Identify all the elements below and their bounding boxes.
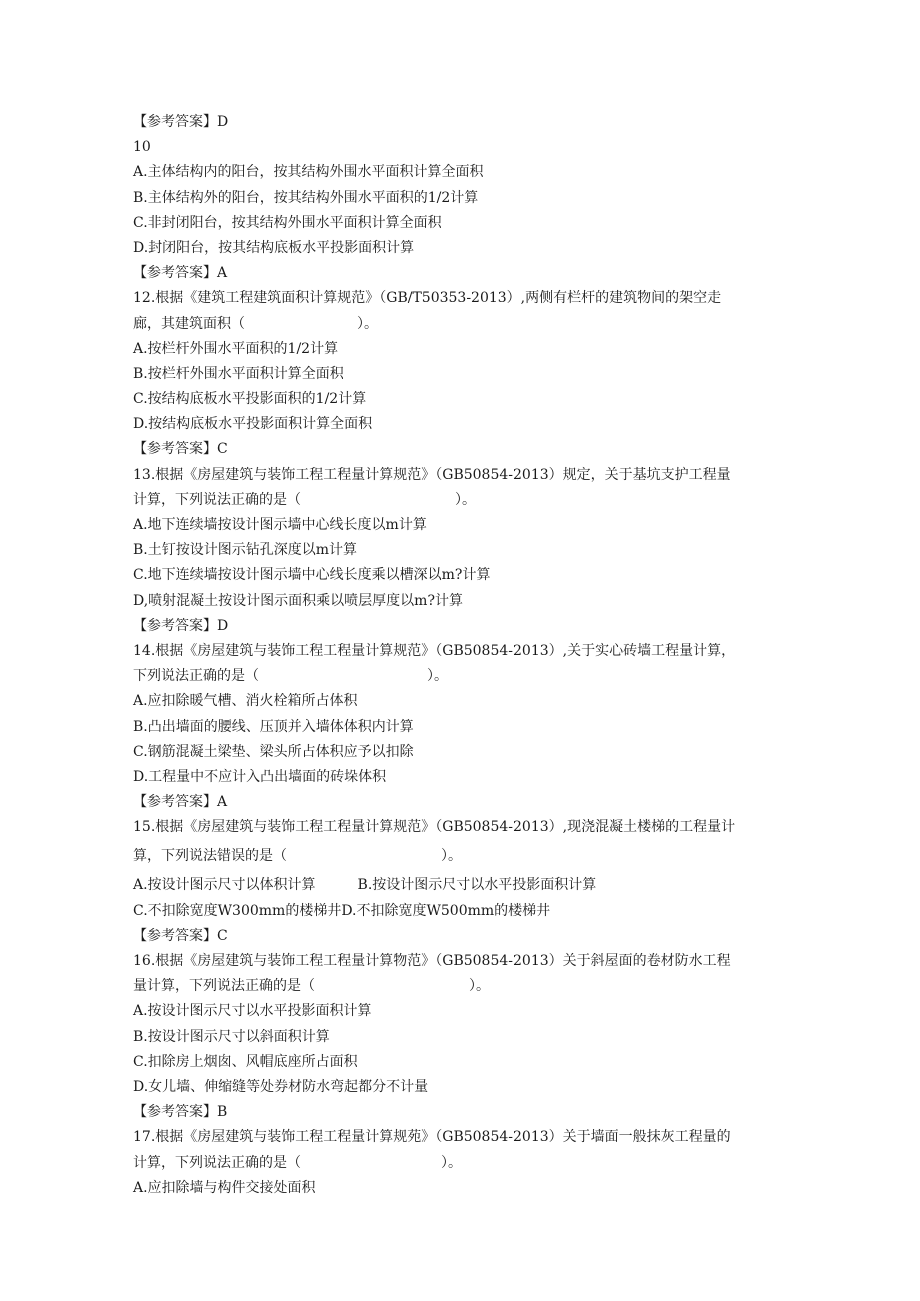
question-number: 10	[133, 139, 151, 156]
option-line: A.地下连续墙按设计图示墙中心线长度以m计算	[133, 517, 427, 533]
question-line: 14.根据《房屋建筑与装饰工程工程量计算规范》（GB50854-2013）,关于实心砖墙工程量计算，	[133, 642, 736, 659]
option-line: A.按栏杆外围水平面积的1/2计算	[133, 340, 339, 357]
answer-line: 【参考答案】D	[133, 617, 229, 634]
option-line: C.按结构底板水平投影面积的1/2计算	[133, 391, 367, 408]
question-line: 13.根据《房屋建筑与装饰工程工程量计算规范》（GB50854-2013）规定，关于基坑支护工程量	[133, 466, 731, 483]
question-line: 15.根据《房屋建筑与装饰工程工程量计算规范》（GB50854-2013）,现浇混凝土楼梯的工程量计	[133, 819, 736, 836]
option-line: D.按结构底板水平投影面积计算全面积	[133, 416, 373, 433]
answer-line: 【参考答案】C	[133, 927, 228, 944]
option-line: A.按设计图示尺寸以体积计算 B.按设计图示尺寸以水平投影面积计算	[133, 877, 597, 894]
option-line: B.土钉按设计图示钻孔深度以m计算	[133, 542, 358, 559]
question-line: 量计算，下列说法正确的是（ ）。	[133, 978, 490, 995]
option-line: C.地下连续墙按设计图示墙中心线长度乘以槽深以m?计算	[133, 567, 491, 584]
option-line: C.不扣除宽度W300mm的楼梯井D.不扣除宽度W500mm的楼梯井	[133, 902, 551, 919]
answer-line: 【参考答案】D	[133, 114, 229, 130]
document-body	[133, 110, 793, 1201]
option-line: A.应扣除墙与构件交接处面积	[133, 1179, 316, 1196]
question-line: 廊，其建筑面积（ ）。	[133, 315, 378, 332]
question-line: 计算，下列说法正确的是（ ）。	[133, 491, 476, 508]
question-line: 17.根据《房屋建筑与装饰工程工程量计算规苑》（GB50854-2013）关于墙面一般抹灰工程量的	[133, 1129, 731, 1146]
option-line: B.主体结构外的阳台，按其结构外围水平面积的1/2计算	[133, 189, 479, 206]
option-line: D.工程量中不应计入凸出墙面的砖垛体积	[133, 768, 387, 785]
option-line: A.主体结构内的阳台，按其结构外围水平面积计算全面积	[133, 164, 484, 181]
answer-line: 【参考答案】A	[133, 794, 228, 811]
option-line: C.钢筋混凝土梁垫、梁头所占体积应予以扣除	[133, 743, 414, 760]
option-line: D,喷射混凝土按设计图示面积乘以喷层厚度以m?计算	[133, 592, 463, 609]
question-line: 下列说法正确的是（ ）。	[133, 668, 448, 685]
option-line: C.扣除房上烟囱、风帽底座所占面积	[133, 1053, 358, 1070]
answer-line: 【参考答案】A	[133, 265, 228, 282]
option-line: B.按栏杆外围水平面积计算全面积	[133, 365, 344, 382]
option-line: A.应扣除暖气槽、消火栓箱所占体积	[133, 693, 358, 710]
option-line: B.按设计图示尺寸以斜面积计算	[133, 1028, 330, 1045]
option-line: D.封闭阳台，按其结构底板水平投影面积计算	[133, 239, 415, 256]
option-line: A.按设计图示尺寸以水平投影面积计算	[133, 1003, 372, 1020]
question-line: 算，下列说法错误的是（ ）。	[133, 848, 462, 865]
answer-line: 【参考答案】B	[133, 1104, 228, 1121]
question-line: 12.根据《建筑工程建筑面积计算规范》（GB/T50353-2013）,两侧有栏杆的建筑物间的架空走	[133, 290, 722, 307]
answer-line: 【参考答案】C	[133, 441, 228, 458]
question-line: 16.根据《房屋建筑与装饰工程工程量计算物范》（GB50854-2013）关于斜屋面的卷材防水工程	[133, 953, 731, 969]
option-line: D.女儿墙、伸缩缝等处券材防水弯起都分不计量	[133, 1078, 429, 1095]
option-line: C.非封闭阳台，按其结构外围水平面积计算全面积	[133, 214, 442, 231]
question-line: 计算，下列说法正确的是（ ）。	[133, 1154, 462, 1171]
option-line: B.凸出墙面的腰线、压顶并入墙体体积内计算	[133, 718, 414, 735]
